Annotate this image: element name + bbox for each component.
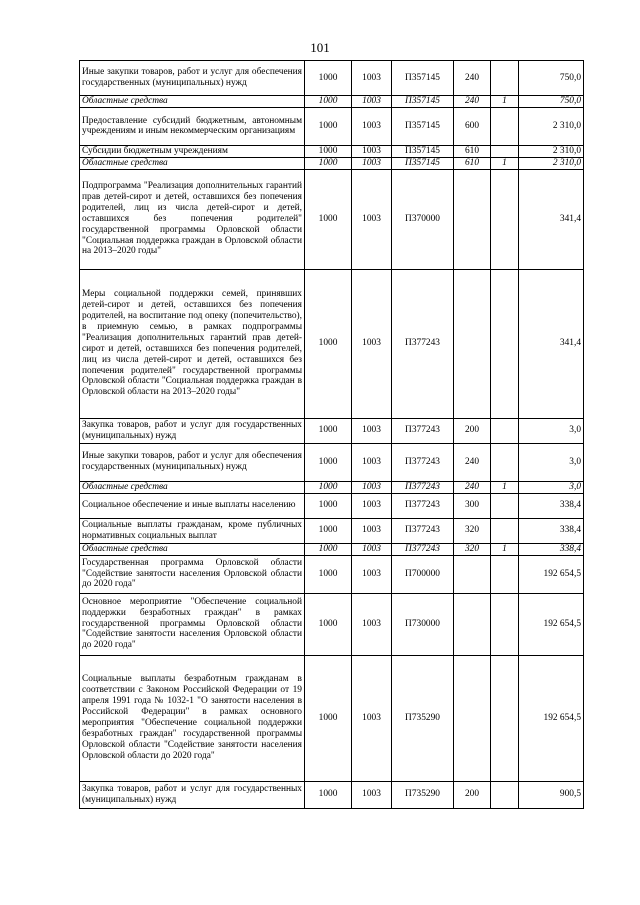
expense-type-cell: 240 [454, 443, 491, 481]
expense-name-cell: Подпрограмма "Реализация дополнительных гарантий прав детей-сирот и детей, оставшихся без попечения родителей, лиц из числа детей-сирот и детей, оставшихся без попечения родителей" государственной программы Орловской области "Социальная поддержка граждан в Орловской области на 2013–2020 годы" [80, 169, 305, 269]
expense-type-cell: 200 [454, 418, 491, 443]
subsection-code-cell: 1003 [352, 493, 392, 518]
section-code-cell: 1000 [305, 655, 352, 781]
expense-type-cell: 240 [454, 96, 491, 108]
expense-name-cell: Меры социальной поддержки семей, принявших детей-сирот и детей, оставшихся без попечения родителей, на воспитание под опеку (попечительство), в приемную семью, в рамках подпрограммы "Реализация дополнительных гарантий прав детей-сирот и детей, оставшихся без попечения родителей, лиц из числа детей-сирот и детей, оставшихся без попечения родителей" государственной программы Орловской области "Социальная поддержка граждан в Орловской области на 2013–2020 годы" [80, 269, 305, 418]
amount-cell: 192 654,5 [519, 655, 584, 781]
budget-table [79, 60, 584, 809]
table-row-oblast-funds [80, 157, 584, 169]
amount-cell: 3,0 [519, 481, 584, 493]
expense-type-cell: 240 [454, 61, 491, 96]
section-code-cell: 1000 [305, 96, 352, 108]
table-row [80, 593, 584, 655]
expense-name-cell: Областные средства [80, 96, 305, 108]
section-code-cell: 1000 [305, 107, 352, 145]
table-row [80, 169, 584, 269]
source-code-cell: 1 [491, 543, 519, 555]
subsection-code-cell: 1003 [352, 61, 392, 96]
amount-cell: 3,0 [519, 418, 584, 443]
table-row [80, 555, 584, 593]
expense-type-cell [454, 169, 491, 269]
expense-type-cell [454, 655, 491, 781]
amount-cell: 3,0 [519, 443, 584, 481]
target-article-cell: П735290 [392, 655, 454, 781]
table-row-oblast-funds [80, 481, 584, 493]
expense-name-cell: Областные средства [80, 543, 305, 555]
subsection-code-cell: 1003 [352, 157, 392, 169]
table-row [80, 655, 584, 781]
subsection-code-cell: 1003 [352, 555, 392, 593]
amount-cell: 338,4 [519, 518, 584, 543]
source-code-cell: 1 [491, 481, 519, 493]
source-code-cell [491, 493, 519, 518]
expense-name-cell: Социальные выплаты гражданам, кроме публичных нормативных социальных выплат [80, 518, 305, 543]
target-article-cell: П377243 [392, 518, 454, 543]
table-row [80, 518, 584, 543]
expense-type-cell: 320 [454, 543, 491, 555]
expense-name-cell: Закупка товаров, работ и услуг для государственных (муниципальных) нужд [80, 781, 305, 808]
section-code-cell: 1000 [305, 157, 352, 169]
expense-name-cell: Областные средства [80, 481, 305, 493]
amount-cell: 338,4 [519, 493, 584, 518]
expense-type-cell: 320 [454, 518, 491, 543]
expense-name-cell: Иные закупки товаров, работ и услуг для обеспечения государственных (муниципальных) нужд [80, 443, 305, 481]
target-article-cell: П730000 [392, 593, 454, 655]
section-code-cell: 1000 [305, 518, 352, 543]
expense-type-cell: 240 [454, 481, 491, 493]
section-code-cell: 1000 [305, 418, 352, 443]
amount-cell: 2 310,0 [519, 145, 584, 157]
source-code-cell [491, 555, 519, 593]
target-article-cell: П700000 [392, 555, 454, 593]
source-code-cell [491, 781, 519, 808]
target-article-cell: П370000 [392, 169, 454, 269]
subsection-code-cell: 1003 [352, 593, 392, 655]
expense-type-cell: 600 [454, 107, 491, 145]
source-code-cell [491, 269, 519, 418]
amount-cell: 900,5 [519, 781, 584, 808]
table-row [80, 269, 584, 418]
section-code-cell: 1000 [305, 443, 352, 481]
table-row [80, 493, 584, 518]
source-code-cell [491, 443, 519, 481]
amount-cell: 2 310,0 [519, 107, 584, 145]
expense-name-cell: Социальные выплаты безработным гражданам в соответствии с Законом Российской Федерации от 19 апреля 1991 года № 1032-1 "О занятости населения в Российской Федерации" в рамках основного мероприятия "Обеспечение социальной поддержки безработных граждан" государственной программы Орловской области "Содействие занятости населения Орловской области до 2020 года" [80, 655, 305, 781]
table-row [80, 145, 584, 157]
expense-type-cell [454, 593, 491, 655]
section-code-cell: 1000 [305, 593, 352, 655]
source-code-cell [491, 655, 519, 781]
subsection-code-cell: 1003 [352, 145, 392, 157]
subsection-code-cell: 1003 [352, 443, 392, 481]
subsection-code-cell: 1003 [352, 107, 392, 145]
target-article-cell: П357145 [392, 145, 454, 157]
table-row-oblast-funds [80, 96, 584, 108]
amount-cell: 192 654,5 [519, 555, 584, 593]
section-code-cell: 1000 [305, 555, 352, 593]
target-article-cell: П357145 [392, 157, 454, 169]
source-code-cell: 1 [491, 157, 519, 169]
amount-cell: 750,0 [519, 61, 584, 96]
source-code-cell [491, 518, 519, 543]
section-code-cell: 1000 [305, 543, 352, 555]
expense-type-cell [454, 269, 491, 418]
subsection-code-cell: 1003 [352, 418, 392, 443]
expense-name-cell: Закупка товаров, работ и услуг для государственных (муниципальных) нужд [80, 418, 305, 443]
subsection-code-cell: 1003 [352, 169, 392, 269]
target-article-cell: П357145 [392, 107, 454, 145]
target-article-cell: П357145 [392, 96, 454, 108]
expense-name-cell: Социальное обеспечение и иные выплаты населению [80, 493, 305, 518]
expense-name-cell: Государственная программа Орловской области "Содействие занятости населения Орловской области до 2020 года" [80, 555, 305, 593]
expense-type-cell: 200 [454, 781, 491, 808]
source-code-cell [491, 145, 519, 157]
target-article-cell: П377243 [392, 493, 454, 518]
amount-cell: 341,4 [519, 269, 584, 418]
expense-name-cell: Основное мероприятие "Обеспечение социальной поддержки безработных граждан" в рамках государственной программы Орловской области "Содействие занятости населения Орловской области до 2020 года" [80, 593, 305, 655]
section-code-cell: 1000 [305, 145, 352, 157]
amount-cell: 750,0 [519, 96, 584, 108]
subsection-code-cell: 1003 [352, 518, 392, 543]
expense-type-cell: 300 [454, 493, 491, 518]
table-row [80, 781, 584, 808]
page-number: 101 [310, 40, 330, 55]
section-code-cell: 1000 [305, 481, 352, 493]
target-article-cell: П377243 [392, 418, 454, 443]
table-row [80, 61, 584, 96]
subsection-code-cell: 1003 [352, 269, 392, 418]
target-article-cell: П377243 [392, 543, 454, 555]
section-code-cell: 1000 [305, 269, 352, 418]
source-code-cell [491, 593, 519, 655]
expense-name-cell: Областные средства [80, 157, 305, 169]
amount-cell: 2 310,0 [519, 157, 584, 169]
amount-cell: 192 654,5 [519, 593, 584, 655]
subsection-code-cell: 1003 [352, 655, 392, 781]
subsection-code-cell: 1003 [352, 543, 392, 555]
source-code-cell [491, 418, 519, 443]
subsection-code-cell: 1003 [352, 781, 392, 808]
expense-type-cell: 610 [454, 157, 491, 169]
target-article-cell: П357145 [392, 61, 454, 96]
target-article-cell: П377243 [392, 269, 454, 418]
expense-name-cell: Субсидии бюджетным учреждениям [80, 145, 305, 157]
table-row-oblast-funds [80, 543, 584, 555]
table-row [80, 418, 584, 443]
expense-name-cell: Иные закупки товаров, работ и услуг для обеспечения государственных (муниципальных) нужд [80, 61, 305, 96]
amount-cell: 338,4 [519, 543, 584, 555]
amount-cell: 341,4 [519, 169, 584, 269]
target-article-cell: П377243 [392, 481, 454, 493]
subsection-code-cell: 1003 [352, 481, 392, 493]
section-code-cell: 1000 [305, 493, 352, 518]
table-row [80, 107, 584, 145]
table-row [80, 443, 584, 481]
source-code-cell [491, 107, 519, 145]
section-code-cell: 1000 [305, 781, 352, 808]
target-article-cell: П735290 [392, 781, 454, 808]
section-code-cell: 1000 [305, 61, 352, 96]
section-code-cell: 1000 [305, 169, 352, 269]
target-article-cell: П377243 [392, 443, 454, 481]
source-code-cell [491, 169, 519, 269]
expense-type-cell [454, 555, 491, 593]
expense-type-cell: 610 [454, 145, 491, 157]
subsection-code-cell: 1003 [352, 96, 392, 108]
expense-name-cell: Предоставление субсидий бюджетным, автономным учреждениям и иным некоммерческим организациям [80, 107, 305, 145]
source-code-cell: 1 [491, 96, 519, 108]
source-code-cell [491, 61, 519, 96]
